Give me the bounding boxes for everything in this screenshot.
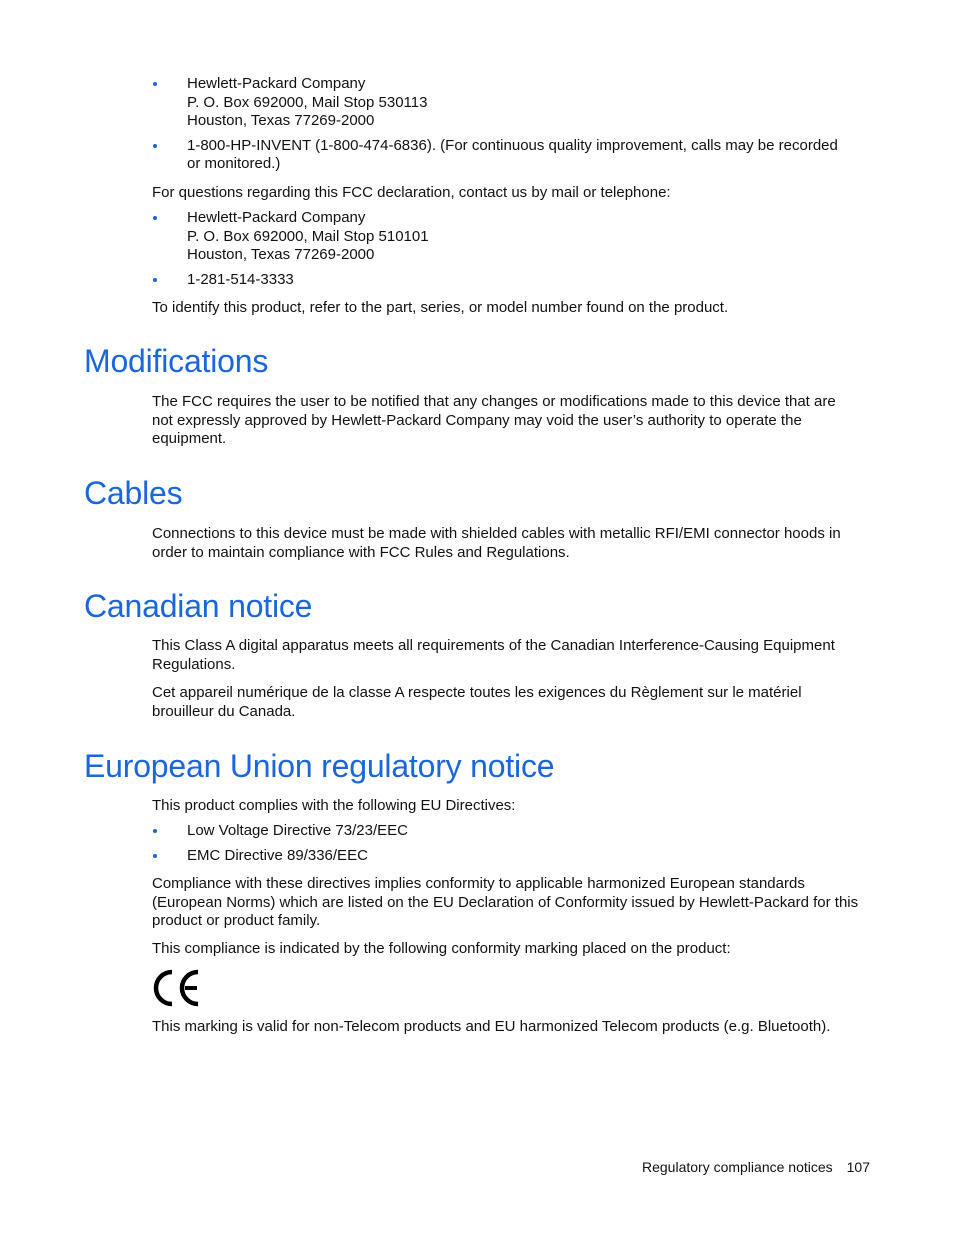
list-item bbox=[152, 209, 874, 265]
modifications-heading: Modifications bbox=[84, 343, 269, 379]
directive-label: Low Voltage Directive 73/23/EEC bbox=[187, 822, 408, 839]
address-line: Houston, Texas 77269-2000 bbox=[187, 112, 375, 130]
cables-heading: Cables bbox=[84, 475, 183, 511]
page-footer bbox=[642, 1158, 870, 1176]
address-line: Hewlett-Packard Company bbox=[187, 75, 366, 92]
bullet-icon bbox=[153, 278, 157, 282]
modifications-body: The FCC requires the user to be notified that any changes or modifications made to this device that are not expressly approved by Hewlett-Packard Company may void the user’s authority to operate the equipment. bbox=[152, 393, 836, 448]
page-number: 107 bbox=[846, 1159, 870, 1175]
identify-text: To identify this product, refer to the part, series, or model number found on the product. bbox=[152, 299, 729, 316]
eu-directives-list bbox=[152, 822, 874, 865]
list-item bbox=[152, 75, 874, 131]
ce-mark-icon bbox=[152, 968, 202, 1008]
eu-heading: European Union regulatory notice bbox=[84, 748, 555, 784]
eu-marking-intro: This compliance is indicated by the following conformity marking placed on the product: bbox=[152, 940, 731, 957]
directive-label: EMC Directive 89/336/EEC bbox=[187, 846, 368, 864]
bullet-icon bbox=[153, 854, 157, 858]
bullet-icon bbox=[153, 82, 157, 86]
bullet-icon bbox=[153, 144, 157, 148]
eu-marking-note: This marking is valid for non-Telecom products and EU harmonized Telecom products (e.g. Bluetooth). bbox=[152, 1018, 831, 1035]
bullet-icon bbox=[153, 216, 157, 220]
list-item bbox=[152, 271, 874, 290]
bullet-icon bbox=[153, 829, 157, 833]
footer-section-title: Regulatory compliance notices bbox=[641, 1159, 833, 1175]
contact-list-1 bbox=[152, 75, 874, 174]
cables-body: Connections to this device must be made with shielded cables with metallic RFI/EMI connector hoods in order to maintain compliance with FCC Rules and Regulations. bbox=[152, 525, 841, 561]
list-item bbox=[152, 847, 874, 866]
list-item bbox=[152, 137, 874, 174]
canadian-body-fr: Cet appareil numérique de la classe A respecte toutes les exigences du Règlement sur le matériel brouilleur du Canada. bbox=[152, 684, 802, 720]
phone-line: 1-281-514-3333 bbox=[187, 270, 294, 288]
phone-line: or monitored.) bbox=[187, 155, 281, 173]
eu-compliance: Compliance with these directives implies conformity to applicable harmonized European standards (European Norms) which are listed on the EU Declaration of Conformity issued by Hewlett-Packard for this product or product family. bbox=[152, 875, 859, 930]
address-line: P. O. Box 692000, Mail Stop 510101 bbox=[187, 227, 429, 245]
contact-list-2 bbox=[152, 209, 874, 289]
canadian-body-en: This Class A digital apparatus meets all requirements of the Canadian Interference-Causing Equipment Regulations. bbox=[152, 637, 835, 673]
address-line: Houston, Texas 77269-2000 bbox=[187, 246, 375, 264]
phone-line: 1-800-HP-INVENT (1-800-474-6836). (For continuous quality improvement, calls may be recorded bbox=[187, 136, 838, 154]
address-line: Hewlett-Packard Company bbox=[187, 209, 366, 226]
list-item bbox=[152, 822, 874, 841]
address-line: P. O. Box 692000, Mail Stop 530113 bbox=[187, 93, 428, 111]
eu-intro: This product complies with the following EU Directives: bbox=[152, 797, 516, 814]
canadian-heading: Canadian notice bbox=[84, 588, 313, 624]
fcc-questions-text: For questions regarding this FCC declaration, contact us by mail or telephone: bbox=[152, 184, 671, 201]
